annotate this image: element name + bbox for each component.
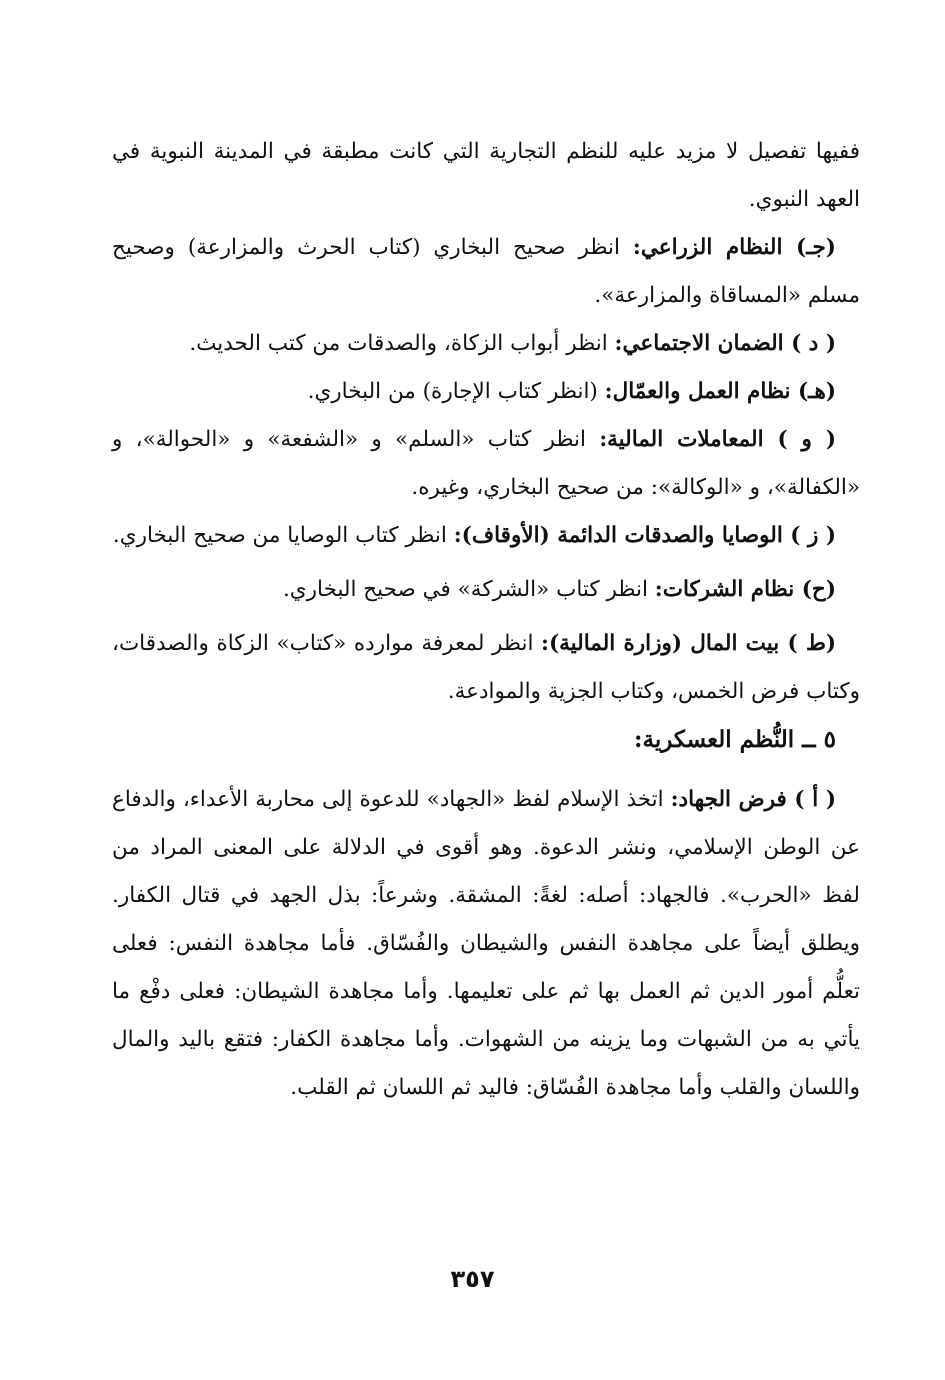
item-social-security xyxy=(112,320,860,368)
item-text: انظر صحيح البخاري (كتاب الحرث والمزارعة) وصحيح مسلم «المساقاة والمزارعة». xyxy=(112,235,860,308)
item-labor xyxy=(112,368,860,416)
item-label: (جـ) النظام الزراعي: xyxy=(632,235,836,260)
page-body xyxy=(112,128,860,1112)
item-text: (انظر كتاب الإجارة) من البخاري. xyxy=(307,379,605,404)
intro-paragraph: ففيها تفصيل لا مزيد عليه للنظم التجارية التي كانت مطبقة في المدينة النبوية في العهد النبوي. xyxy=(112,139,860,212)
item-financial-transactions xyxy=(112,416,860,512)
item-label: ( ز ) الوصايا والصدقات الدائمة (الأوقاف): xyxy=(453,523,836,548)
item-text: انظر كتاب «السلم» و «الشفعة» و «الحوالة»، و «الكفالة»، و «الوكالة»: من صحيح البخاري، وغيره. xyxy=(112,427,860,500)
item-label: ( و ) المعاملات المالية: xyxy=(599,427,837,452)
section-heading: ٥ ــ النُّظم العسكرية: xyxy=(634,726,836,753)
jihad-text: اتخذ الإسلام لفظ «الجهاد» للدعوة إلى محاربة الأعداء، والدفاع عن الوطن الإسلامي، ونشر الدعوة. وهو أقوى في الدلالة على المعنى المراد من لفظ «الحرب». فالجهاد: أصله: لغةً: المشقة. وشرعاً: بذل الجهد في قتال الكفار. ويطلق أيضاً على مجاهدة النفس والشيطان والفُسّاق. فأما مجاهدة النفس: فعلى تعلُّم أمور الدين ثم العمل بها ثم على تعليمها. وأما مجاهدة الشيطان: فعلى دفْع ما يأتي به من الشبهات وما يزينه من الشهوات. وأما مجاهدة الكفار: فتقع باليد والمال واللسان والقلب وأما مجاهدة الفُسّاق: فاليد ثم اللسان ثم القلب. xyxy=(112,787,860,1100)
item-text: انظر أبواب الزكاة، والصدقات من كتب الحديث. xyxy=(189,331,615,356)
item-label: (ط ) بيت المال (وزارة المالية): xyxy=(541,631,837,656)
item-endowments xyxy=(112,512,860,560)
item-text: انظر كتاب الوصايا من صحيح البخاري. xyxy=(112,523,454,548)
item-label: (هـ) نظام العمل والعمّال: xyxy=(604,379,836,404)
item-text: انظر لمعرفة موارده «كتاب» الزكاة والصدقات، وكتاب فرض الخمس، وكتاب الجزية والموادعة. xyxy=(112,631,860,704)
item-treasury xyxy=(112,620,860,716)
page-number: ٣٥٧ xyxy=(450,1265,495,1293)
jihad-paragraph xyxy=(112,776,860,1112)
item-agriculture xyxy=(112,224,860,320)
item-companies xyxy=(112,566,860,614)
jihad-label: ( أ ) فرض الجهاد: xyxy=(670,787,836,812)
item-text: انظر كتاب «الشركة» في صحيح البخاري. xyxy=(282,577,655,602)
item-label: ( د ) الضمان الاجتماعي: xyxy=(614,331,836,356)
item-label: (ح) نظام الشركات: xyxy=(654,577,836,602)
